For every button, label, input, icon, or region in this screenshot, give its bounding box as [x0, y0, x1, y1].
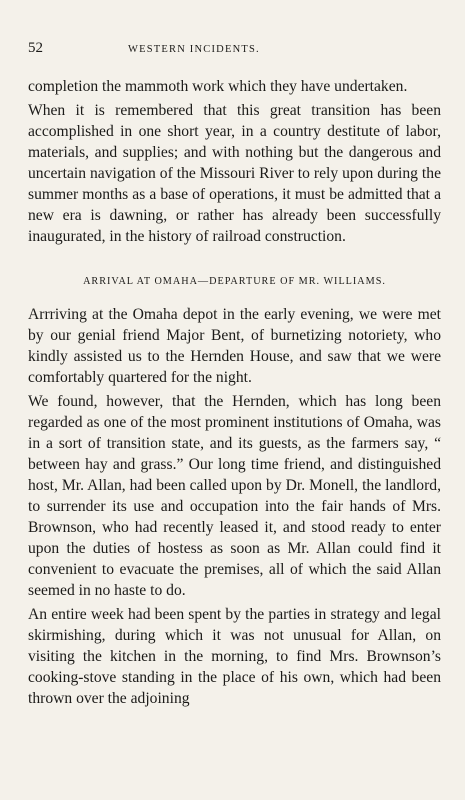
running-header: [28, 40, 441, 64]
paragraph-transition: When it is remembered that this great transition has been accomplished in one short year, in a country destitute of labor, materials, and supplies; and with nothing but the dangerous and uncertain navigation of the Missouri River to rely upon during the summer months as a base of operations, it must be admitted that a new era is dawning, or rather has already been successfully inaugurated, in the history of railroad construction.: [28, 102, 441, 245]
page-number: 52: [28, 40, 43, 56]
running-title: WESTERN INCIDENTS.: [128, 44, 260, 55]
paragraph-arrival: Arrriving at the Omaha depot in the early evening, we were met by our genial friend Major Bent, of burnetizing notoriety, who kindly assisted us to the Hernden House, and saw that we were comfortably quartered for the night.: [28, 306, 441, 386]
page-body: [28, 76, 441, 709]
paragraph-continuation: completion the mammoth work which they have undertaken.: [28, 78, 408, 95]
paragraph-week: An entire week had been spent by the parties in strategy and legal skirmishing, during which it was not unusual for Allan, on visiting the kitchen in the morning, to find Mrs. Brownson’s cooking-stove standing in the place of his own, which had been thrown over the adjoining: [28, 606, 441, 707]
section-heading: ARRIVAL AT OMAHA—DEPARTURE OF MR. WILLIAMS.: [83, 276, 386, 287]
paragraph-hernden: We found, however, that the Hernden, which has long been regarded as one of the most prominent institutions of Omaha, was in a sort of transition state, and its guests, as the farmers say, “ between hay and grass.” Our long time friend, and distinguished host, Mr. Allan, had been called upon by Dr. Monell, the landlord, to surrender its use and occupation into the fair hands of Mrs. Brownson, who had recently leased it, and stood ready to enter upon the duties of hostess as soon as Mr. Allan could find it convenient to evacuate the premises, all of which the said Allan seemed in no haste to do.: [28, 393, 441, 599]
